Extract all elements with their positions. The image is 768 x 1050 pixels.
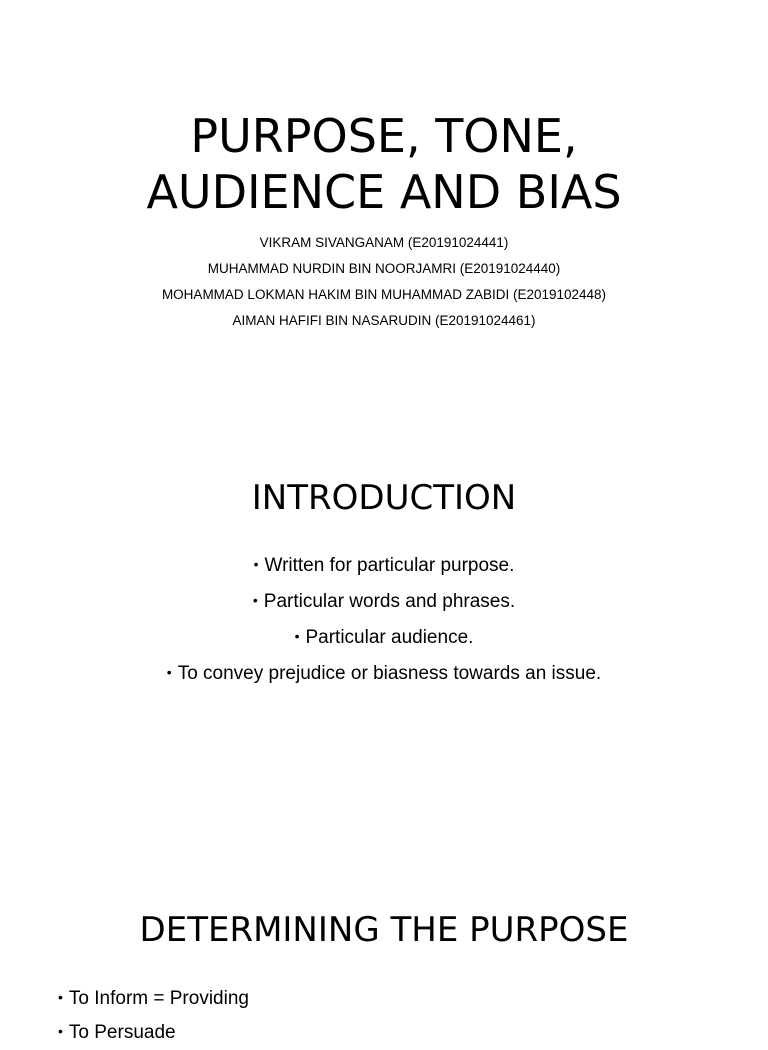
bullet-icon: • <box>253 556 259 572</box>
author-list <box>0 230 768 334</box>
bullet-text: Written for particular purpose. <box>264 555 515 576</box>
title-line-1: PURPOSE, TONE, <box>190 109 578 163</box>
bullet-icon: • <box>294 628 300 644</box>
bullet-icon: • <box>58 989 63 1005</box>
bullet-item <box>0 620 768 656</box>
bullet-text: To convey prejudice or biasness towards an issue. <box>177 663 602 684</box>
bullet-icon: • <box>252 592 258 608</box>
bullet-item <box>58 982 249 1016</box>
purpose-title: DETERMINING THE PURPOSE <box>139 910 629 950</box>
bullet-text: Particular audience. <box>305 627 474 648</box>
introduction-slide <box>0 432 768 864</box>
bullet-text: To Persuade <box>68 1022 176 1043</box>
purpose-bullet-list <box>58 982 249 1050</box>
presentation-title <box>0 108 768 220</box>
bullet-text: Particular words and phrases. <box>263 591 516 612</box>
author-item: VIKRAM SIVANGANAM (E20191024441) <box>259 235 509 250</box>
bullet-icon: • <box>58 1023 63 1039</box>
introduction-bullet-list <box>0 548 768 692</box>
bullet-text: To Inform = Providing <box>68 988 249 1009</box>
title-line-2: AUDIENCE AND BIAS <box>146 165 622 219</box>
author-item: MOHAMMAD LOKMAN HAKIM BIN MUHAMMAD ZABIDI (E2019102448) <box>161 287 607 302</box>
introduction-title: INTRODUCTION <box>251 478 517 518</box>
author-item: MUHAMMAD NURDIN BIN NOORJAMRI (E20191024440) <box>207 261 561 276</box>
author-item: AIMAN HAFIFI BIN NASARUDIN (E20191024461) <box>232 313 536 328</box>
bullet-item <box>0 584 768 620</box>
purpose-slide <box>0 864 768 1043</box>
bullet-item <box>0 548 768 584</box>
bullet-item <box>58 1016 249 1050</box>
bullet-item <box>0 656 768 692</box>
bullet-icon: • <box>166 664 172 680</box>
title-slide <box>0 0 768 432</box>
